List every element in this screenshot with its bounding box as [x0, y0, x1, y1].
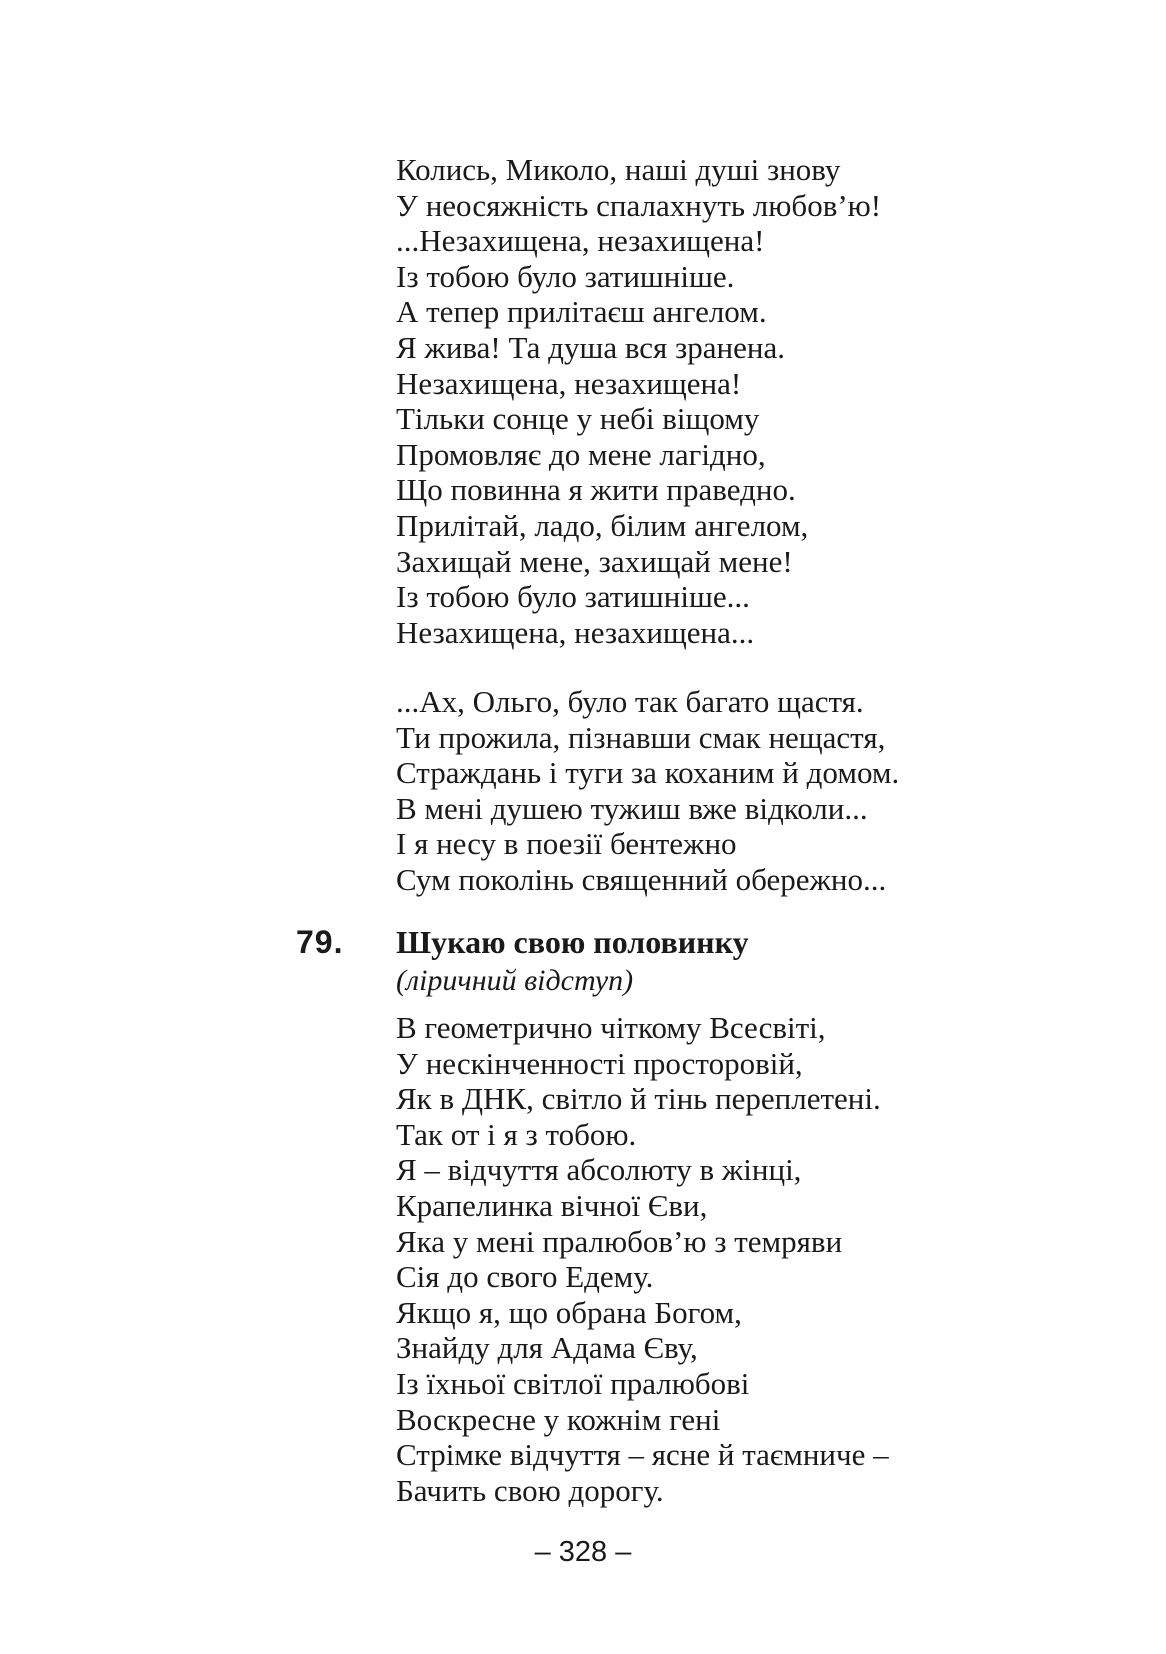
poem-line: Тільки сонце у небі віщому: [396, 401, 760, 437]
page-number: – 328 –: [534, 1536, 632, 1568]
poem-number: 79.: [296, 924, 344, 960]
poem-title: Шукаю свою половинку: [396, 924, 749, 960]
poem-line: Ти прожила, пізнавши смак нещастя,: [396, 719, 886, 755]
poem-line: Незахищена, незахищена!: [396, 365, 742, 401]
stanza-previous-poem: [396, 152, 881, 650]
poem-line: Що повинна я жити праведно.: [396, 472, 796, 508]
poem-line: ...Незахищена, незахищена!: [396, 223, 765, 259]
poem-line: В геометрично чіткому Всесвіті,: [396, 1010, 826, 1045]
poem-line: У нескінченності просторовій,: [396, 1045, 803, 1081]
poem-line: Яка у мені пралюбов’ю з темряви: [396, 1223, 843, 1259]
poem-line: Бачить свою дорогу.: [396, 1472, 664, 1508]
poem-line: Із тобою було затишніше...: [396, 579, 750, 615]
poem-line: Із їхньої світлої пралюбові: [396, 1365, 750, 1401]
poem-line: Страждань і туги за коханим й домом.: [396, 755, 900, 791]
poem-line: Сія до свого Едему.: [396, 1259, 654, 1295]
poem-line: Колись, Миколо, наші душі знову: [396, 152, 841, 187]
poem-line: У неосяжність спалахнуть любов’ю!: [396, 187, 882, 223]
poem-line: ...Ах, Ольго, було так багато щастя.: [396, 684, 864, 719]
poem-line: Знайду для Адама Єву,: [396, 1330, 698, 1366]
poem-line: Я – відчуття абсолюту в жінці,: [396, 1152, 802, 1188]
poem-line: Як в ДНК, світло й тінь переплетені.: [396, 1081, 881, 1117]
poem-subtitle: (ліричний відступ): [396, 964, 634, 997]
poem-line: Якщо я, що обрана Богом,: [396, 1294, 742, 1330]
poem-line: Сум поколінь священний обережно...: [396, 861, 887, 897]
poem-line: Прилітай, ладо, білим ангелом,: [396, 507, 809, 543]
poem-line: Із тобою було затишніше.: [396, 258, 735, 294]
poem-line: В мені душею тужиш вже відколи...: [396, 790, 868, 826]
poem-body: [396, 1010, 889, 1508]
poem-line: Промовляє до мене лагідно,: [396, 436, 766, 472]
poem-line: Незахищена, незахищена...: [396, 614, 755, 650]
poem-line: Крапелинка вічної Єви,: [396, 1187, 708, 1223]
poem-line: А тепер прилітаєш ангелом.: [396, 294, 767, 330]
poem-line: І я несу в поезії бентежно: [396, 826, 737, 862]
poem-line: Я жива! Та душа вся зранена.: [396, 329, 785, 365]
poem-line: Воскресне у кожнім гені: [396, 1401, 721, 1437]
poem-line: Стрімке відчуття – ясне й таємниче –: [396, 1437, 889, 1473]
poem-line: Захищай мене, захищай мене!: [396, 543, 793, 579]
poem-line: Так от і я з тобою.: [396, 1116, 637, 1152]
stanza-closing: [396, 684, 899, 898]
